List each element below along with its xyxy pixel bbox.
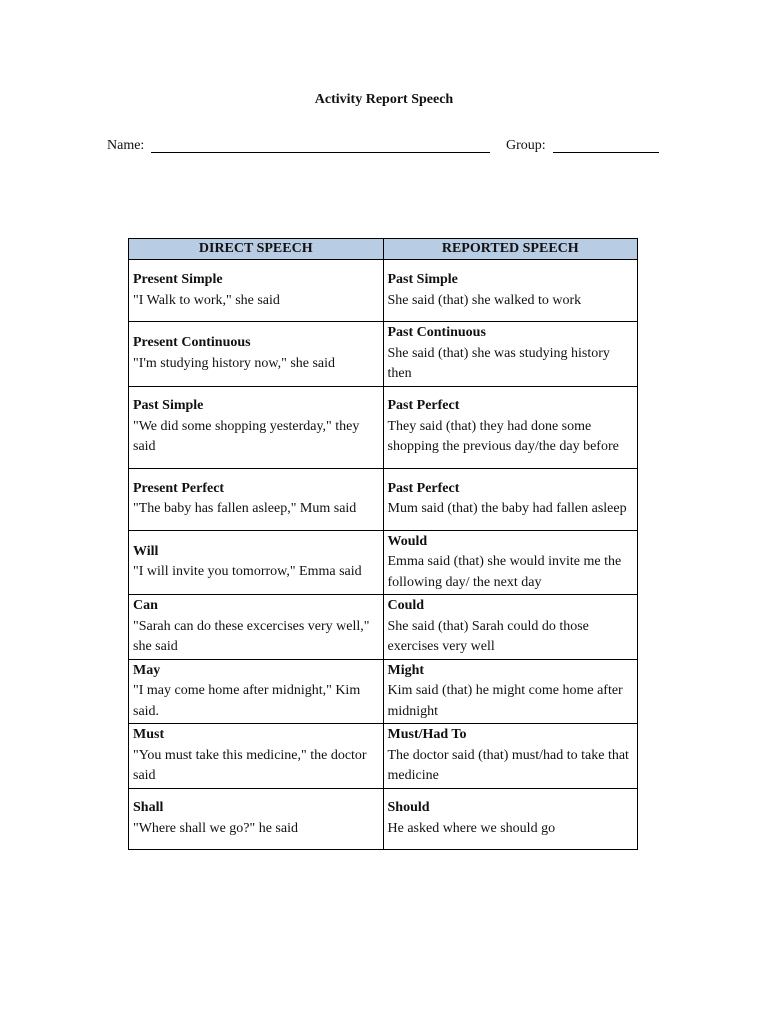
reported-cell — [383, 468, 638, 530]
direct-text: "We did some shopping yesterday," they said — [133, 418, 360, 455]
reported-text: She said (that) she was studying history then — [387, 345, 610, 381]
table-row — [129, 724, 638, 789]
group-label: Group: — [506, 138, 546, 153]
direct-cell — [129, 530, 384, 595]
direct-cell — [129, 659, 384, 724]
direct-cell — [129, 468, 384, 530]
header-reported: REPORTED SPEECH — [383, 239, 638, 260]
reported-text: She said (that) she walked to work — [387, 292, 582, 308]
reported-text: Kim said (that) he might come home after midnight — [387, 683, 623, 719]
reported-text: Mum said (that) the baby had fallen asleep — [387, 501, 627, 516]
table-row — [129, 322, 638, 387]
group-field-line[interactable] — [553, 152, 659, 153]
table-row — [129, 788, 638, 849]
reported-text: They said (that) they had done some shopping the previous day/the day before — [387, 418, 619, 455]
reported-cell — [383, 595, 638, 660]
direct-cell — [129, 724, 384, 789]
direct-label: Past Simple — [133, 398, 204, 414]
reported-cell — [383, 659, 638, 724]
page-title: Activity Report Speech — [314, 92, 454, 107]
table-row — [129, 530, 638, 595]
reported-cell — [383, 260, 638, 322]
name-label: Name: — [107, 138, 145, 153]
reported-label: Should — [387, 800, 430, 815]
direct-text: "You must take this medicine," the doctor said — [133, 747, 367, 783]
table-row — [129, 659, 638, 724]
table-header-row — [129, 239, 638, 260]
reported-cell — [383, 530, 638, 595]
direct-label: Present Continuous — [133, 335, 251, 351]
reported-text: He asked where we should go — [387, 820, 556, 836]
direct-text: "The baby has fallen asleep," Mum said — [133, 501, 357, 516]
direct-label: Will — [133, 543, 159, 559]
direct-label: May — [133, 662, 161, 678]
direct-text: "I will invite you tomorrow," Emma said — [133, 564, 362, 580]
direct-label: Can — [133, 598, 158, 613]
direct-text: "I may come home after midnight," Kim said. — [133, 683, 361, 719]
reported-cell — [383, 386, 638, 468]
reported-text: The doctor said (that) must/had to take that medicine — [387, 747, 629, 783]
reported-label: Past Continuous — [387, 325, 486, 340]
direct-label: Must — [133, 727, 165, 742]
direct-cell — [129, 788, 384, 849]
reported-cell — [383, 322, 638, 387]
reported-label: Past Perfect — [387, 480, 460, 496]
table-row — [129, 595, 638, 660]
reported-cell — [383, 788, 638, 849]
reported-label: Past Perfect — [387, 398, 460, 414]
name-field-line[interactable] — [151, 152, 490, 153]
reported-label: Must/Had To — [387, 727, 467, 742]
direct-text: "Sarah can do these excercises very well," she said — [133, 618, 370, 654]
direct-cell — [129, 322, 384, 387]
direct-text: "I'm studying history now," she said — [133, 355, 336, 371]
header-direct: DIRECT SPEECH — [129, 239, 384, 260]
direct-text: "Where shall we go?" he said — [133, 820, 298, 836]
direct-cell — [129, 386, 384, 468]
reported-cell — [383, 724, 638, 789]
table-row — [129, 386, 638, 468]
reported-label: Might — [387, 662, 425, 678]
table-row — [129, 468, 638, 530]
direct-cell — [129, 595, 384, 660]
direct-label: Present Perfect — [133, 480, 225, 496]
reported-text: She said (that) Sarah could do those exercises very well — [387, 618, 589, 654]
reported-label: Would — [387, 533, 428, 549]
table-row — [129, 260, 638, 322]
direct-text: "I Walk to work," she said — [133, 292, 280, 308]
reported-text: Emma said (that) she would invite me the following day/ the next day — [387, 554, 622, 590]
reported-label: Past Simple — [387, 272, 458, 287]
direct-cell — [129, 260, 384, 322]
speech-table — [128, 238, 638, 850]
direct-label: Shall — [133, 800, 164, 815]
reported-label: Could — [387, 598, 425, 613]
direct-label: Present Simple — [133, 272, 223, 287]
